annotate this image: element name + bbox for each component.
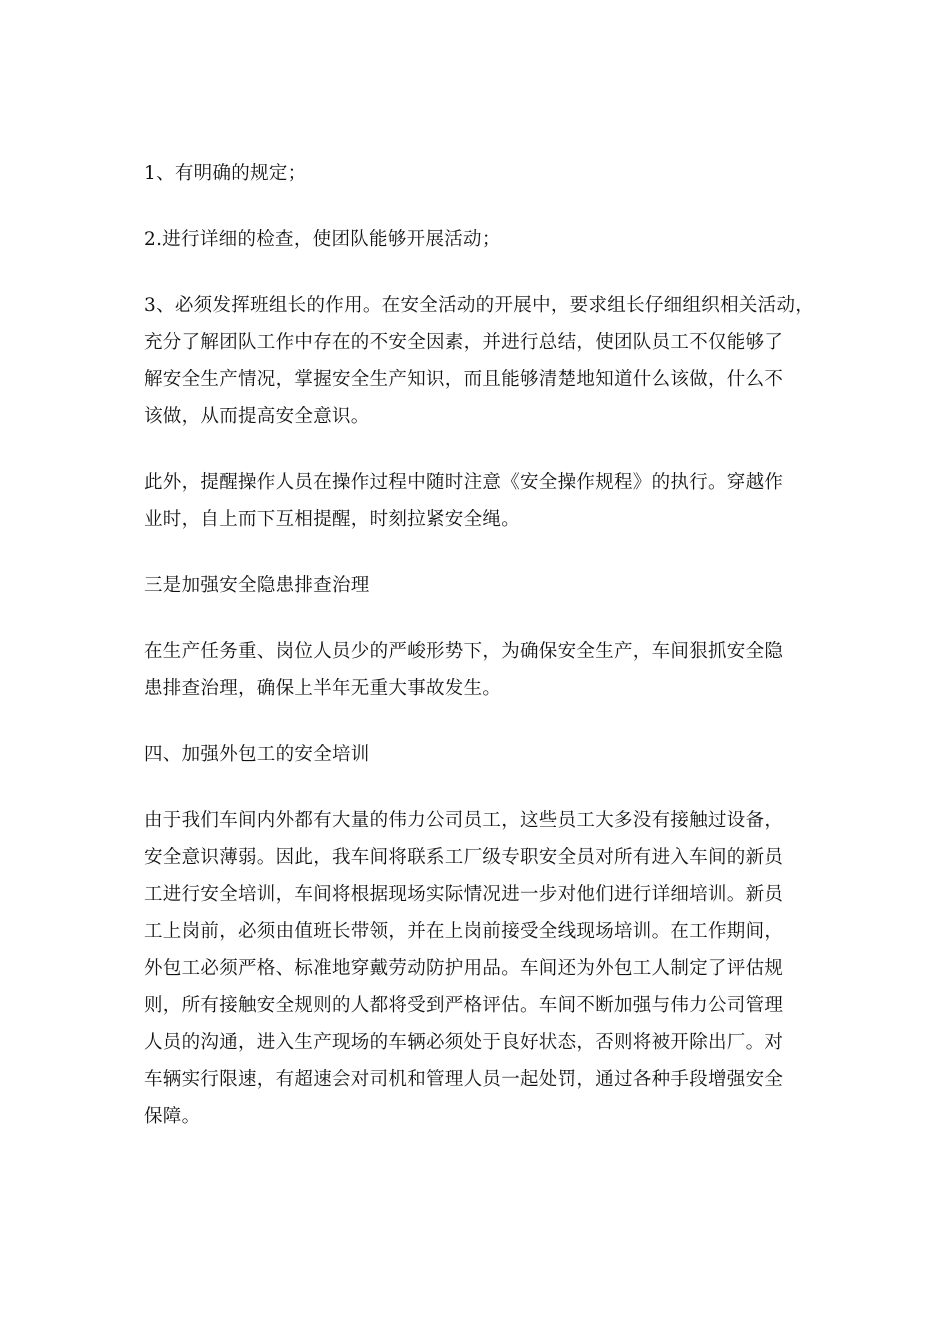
- section-heading-hazard-inspection: [144, 567, 812, 604]
- text-line: 保障。: [144, 1106, 201, 1127]
- text-line: 解安全生产情况，掌握安全生产知识，而且能够清楚地知道什么该做，什么不: [144, 369, 784, 390]
- text-line: 患排查治理，确保上半年无重大事故发生。: [144, 678, 502, 699]
- text-line: 三是加强安全隐患排查治理: [144, 575, 370, 596]
- paragraph-contractor-training: [144, 802, 812, 1135]
- text-line: 工上岗前，必须由值班长带领，并在上岗前接受全线现场培训。在工作期间，: [144, 921, 784, 942]
- text-line: 业时，自上而下互相提醒，时刻拉紧安全绳。: [144, 509, 521, 530]
- document-body: [144, 155, 815, 1164]
- text-line: 人员的沟通，进入生产现场的车辆必须处于良好状态，否则将被开除出厂。对: [144, 1032, 784, 1053]
- text-line: 工进行安全培训，车间将根据现场实际情况进一步对他们进行详细培训。新员: [144, 884, 784, 905]
- text-line: 2.进行详细的检查，使团队能够开展活动；: [144, 229, 501, 250]
- paragraph-item-1: [144, 155, 812, 192]
- text-line: 1、有明确的规定；: [144, 163, 307, 184]
- text-line: 充分了解团队工作中存在的不安全因素，并进行总结，使团队员工不仅能够了: [144, 332, 784, 353]
- paragraph-hazard-inspection: [144, 633, 812, 707]
- text-line: 安全意识薄弱。因此，我车间将联系工厂级专职安全员对所有进入车间的新员: [144, 847, 784, 868]
- text-line: 则，所有接触安全规则的人都将受到严格评估。车间不断加强与伟力公司管理: [144, 995, 784, 1016]
- text-line: 在生产任务重、岗位人员少的严峻形势下，为确保安全生产，车间狠抓安全隐: [144, 641, 784, 662]
- paragraph-item-2: [144, 221, 812, 258]
- text-line: 外包工必须严格、标准地穿戴劳动防护用品。车间还为外包工人制定了评估规: [144, 958, 784, 979]
- text-line: 车辆实行限速，有超速会对司机和管理人员一起处罚，通过各种手段增强安全: [144, 1069, 784, 1090]
- text-line: 3、必须发挥班组长的作用。在安全活动的开展中，要求组长仔细组织相关活动，: [144, 295, 815, 316]
- text-line: 此外，提醒操作人员在操作过程中随时注意《安全操作规程》的执行。穿越作: [144, 472, 784, 493]
- section-heading-contractor-training: [144, 736, 812, 773]
- paragraph-item-3: [144, 287, 815, 435]
- paragraph-additional-notes: [144, 464, 812, 538]
- text-line: 该做，从而提高安全意识。: [144, 406, 370, 427]
- text-line: 四、加强外包工的安全培训: [144, 744, 370, 765]
- text-line: 由于我们车间内外都有大量的伟力公司员工，这些员工大多没有接触过设备，: [144, 810, 784, 831]
